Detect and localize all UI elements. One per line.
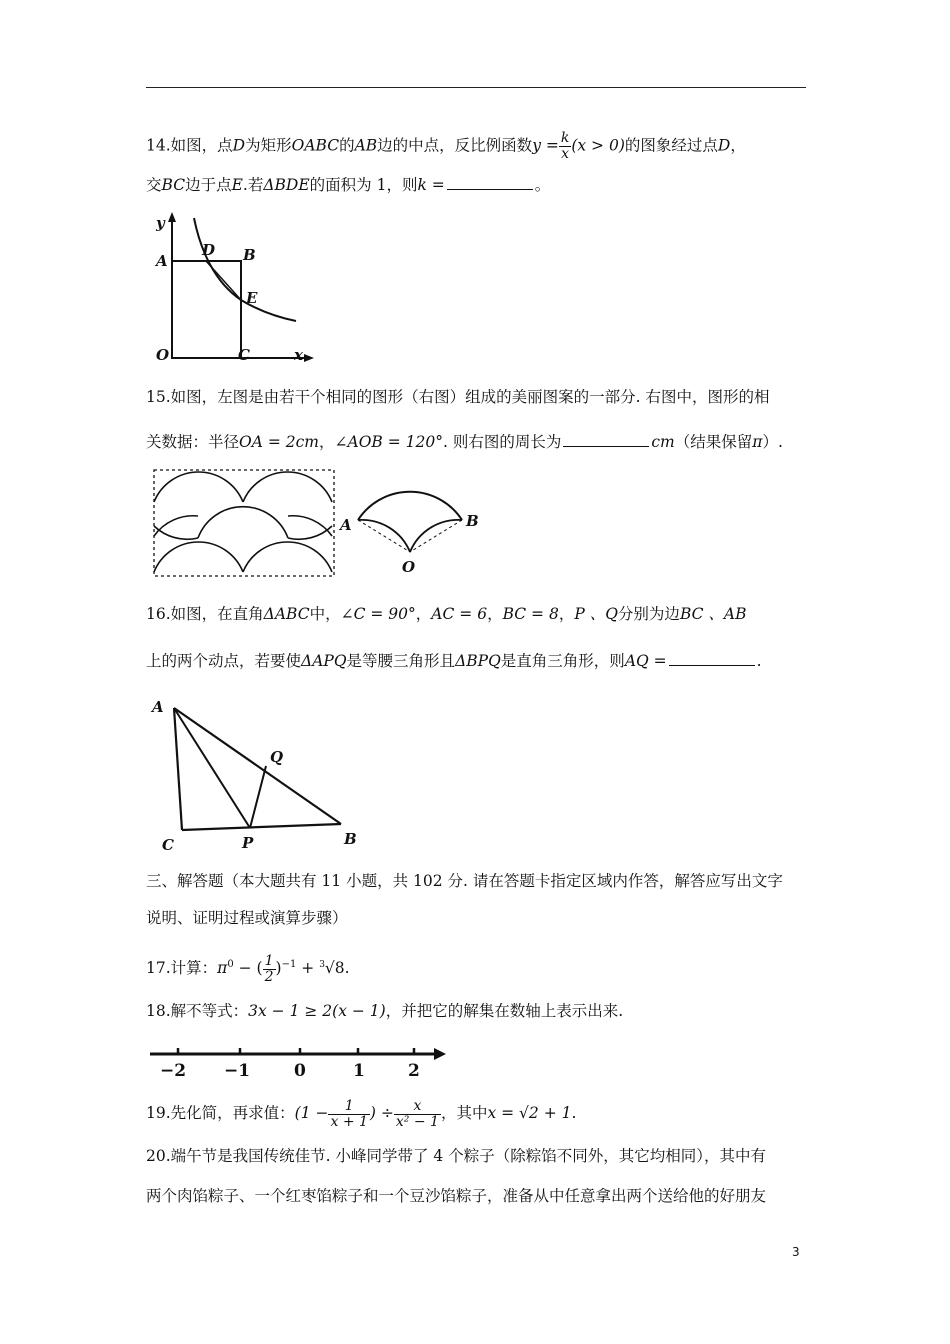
label-E: E — [246, 289, 258, 307]
label-Q: Q — [270, 748, 284, 766]
label-D: D — [202, 241, 216, 259]
section3-line2: 说明、证明过程或演算步骤） — [146, 909, 348, 927]
header-rule — [146, 87, 806, 88]
q14-figure — [146, 208, 316, 368]
label-P: P — [242, 834, 254, 852]
q14-fraction: $\frac{k}{x}$ — [560, 130, 570, 162]
q16-figure — [146, 692, 366, 852]
label-A: A — [156, 252, 168, 270]
label-A: A — [152, 698, 164, 716]
tick-label: −1 — [224, 1061, 251, 1080]
q20-line1: 20.端午节是我国传统佳节. 小峰同学带了 4 个粽子（除粽馅不同外，其它均相同），其中有 — [146, 1147, 766, 1165]
q17-line: 17.计算：$\pi^0$ − ( $\frac{1}{2}$ )$^{-1}$ + $^3$√8. — [146, 952, 350, 985]
tick-label: 0 — [294, 1061, 306, 1080]
label-x: x — [294, 346, 303, 364]
section3-line1: 三、解答题（本大题共有 11 小题，共 102 分. 请在答题卡指定区域内作答，解答应写出文字 — [146, 872, 783, 890]
label-B: B — [344, 830, 357, 848]
number-line — [146, 1040, 456, 1080]
q20-line2: 两个肉馅粽子、一个红枣馅粽子和一个豆沙馅粽子，准备从中任意拿出两个送给他的好朋友 — [146, 1187, 767, 1205]
q18-line: 18.解不等式：3x − 1 ≥ 2(x − 1)，并把它的解集在数轴上表示出来. — [146, 1002, 624, 1020]
label-A: A — [340, 516, 352, 534]
q17-fraction: $\frac{1}{2}$ — [264, 952, 274, 985]
q19-fraction-2: $\frac{x}{\text{x² − 1}}$ — [395, 1097, 439, 1130]
answer-blank — [447, 175, 533, 190]
q19-fraction-1: $\frac{1}{x + 1}$ — [330, 1097, 368, 1130]
q15-line2: 关数据：半径OA = 2cm，∠AOB = 120°. 则右图的周长为 cm（结果保留π）. — [146, 433, 783, 451]
tick-label: 1 — [353, 1061, 365, 1080]
q16-line1: 16.如图，在直角ΔABC中，∠C = 90°，AC = 6，BC = 8，P 、Q分别为边BC 、AB — [146, 605, 747, 623]
label-C: C — [162, 836, 174, 852]
page-number: 3 — [792, 1245, 800, 1259]
label-O: O — [156, 346, 170, 364]
tick-label: −2 — [160, 1061, 187, 1080]
label-C: C — [238, 346, 250, 364]
label-B: B — [243, 246, 256, 264]
label-y: y — [156, 214, 165, 232]
q14-line1: 14.如图，点D为矩形OABC的AB边的中点，反比例函数y = $\frac{k}{x}$ (x > 0)的图象经过点D， — [146, 130, 746, 162]
q15-pattern-figure — [150, 466, 340, 581]
tick-label: 2 — [408, 1061, 420, 1080]
answer-blank — [563, 432, 649, 447]
answer-blank — [669, 651, 755, 666]
q15-unit-figure — [338, 490, 488, 580]
label-B: B — [466, 512, 479, 530]
q16-line2: 上的两个动点，若要使ΔAPQ是等腰三角形且ΔBPQ是直角三角形，则AQ = . — [146, 652, 762, 670]
q14-line2: 交BC边于点E.若ΔBDE的面积为 1，则k = 。 — [146, 176, 551, 194]
label-O: O — [402, 558, 416, 576]
q19-line: 19.先化简，再求值：(1 − $\frac{1}{x + 1}$ ) ÷ $\frac{x}{\text{x² − 1}}$ ，其中x = √2 + 1. — [146, 1097, 577, 1130]
q15-line1: 15.如图，左图是由若干个相同的图形（右图）组成的美丽图案的一部分. 右图中，图形的相 — [146, 388, 770, 406]
